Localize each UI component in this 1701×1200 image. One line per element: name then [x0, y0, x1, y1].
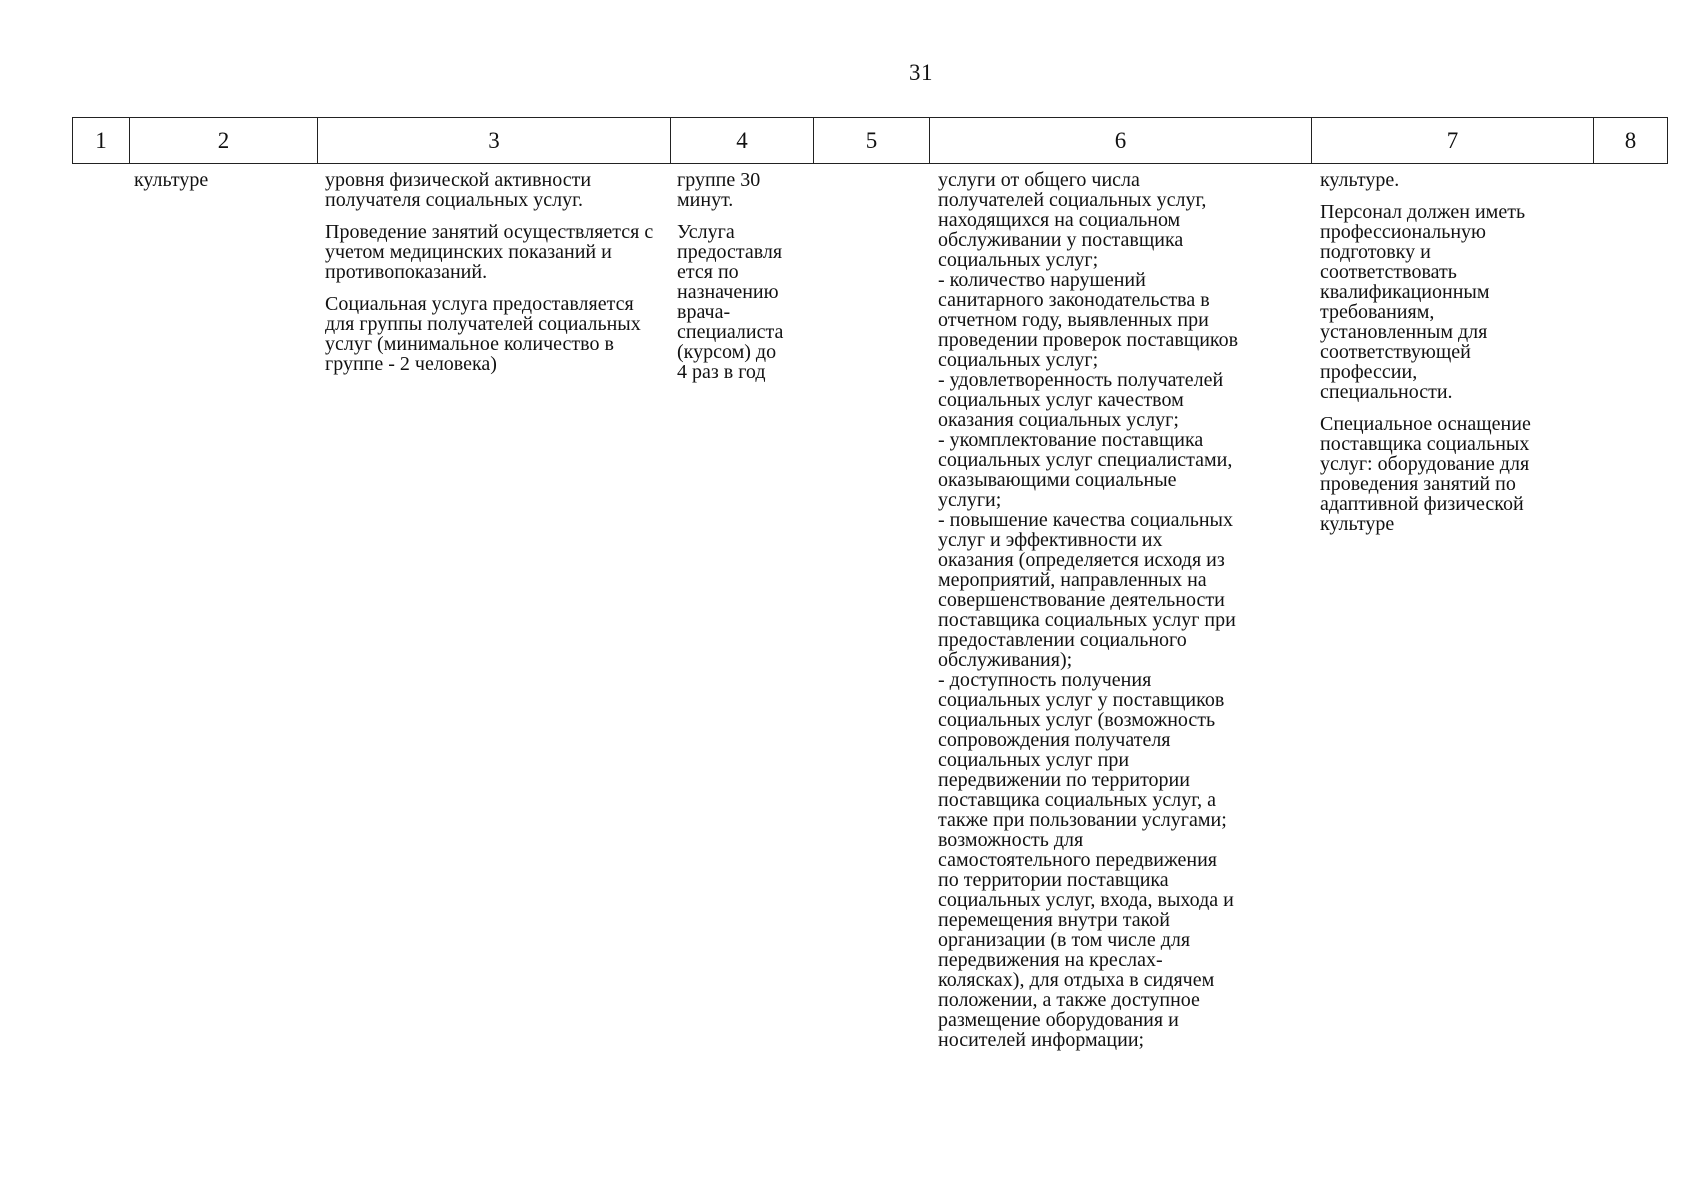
header-cell-2: 2 [130, 118, 318, 164]
page-number: 31 [909, 60, 933, 85]
header-cell-5: 5 [814, 118, 930, 164]
column-3-content [325, 170, 665, 386]
col4-paragraph: Услуга предоставля ется по назначению врача- специалиста (курсом) до 4 раз в год [677, 221, 784, 383]
col6-criteria-list: услуги от общего числа получателей социальных услуг, находящихся на социальном обслуживании у поставщика социальных услуг; - количество нарушений санитарного законодательства в отчетном году, выявленных при проведении проверок поставщиков социальных услуг; - удовлетворенность получателей социальных услуг качеством оказания социальных услуг; - укомплектование поставщика социальных услуг специалистами, оказывающими социальные услуги; - повышение качества социальных услуг и эффективности их оказания (определяется исходя из мероприятий, направленных на совершенствование деятельности поставщика социальных услуг при предоставлении социального обслуживания); - доступность получения социальных услуг у поставщиков социальных услуг (возможность сопровождения получателя социальных услуг при передвижении по территории поставщика социальных услуг, а также при пользовании услугами; возможность для самостоятельного передвижения по территории поставщика социальных услуг, входа, выхода и перемещения внутри такой организации (в том числе для передвижения на креслах- колясках), для отдыха в сидячем положении, а также доступное размещение оборудования и носителей информации; [938, 169, 1239, 1051]
column-4-content [677, 170, 817, 394]
header-cell-7: 7 [1312, 118, 1594, 164]
column-header-table [72, 117, 1668, 164]
col2-text: культуре [134, 169, 209, 191]
col3-paragraph: Социальная услуга предоставляется для группы получателей социальных услуг (минимальное количество в группе - 2 человека) [325, 293, 641, 375]
col3-paragraph: уровня физической активности получателя социальных услуг. [325, 169, 592, 211]
col7-paragraph: Персонал должен иметь профессиональную подготовку и соответствовать квалификационным требованиям, установленным для соответствующей профессии, специальности. [1320, 201, 1526, 403]
header-row [73, 118, 1668, 164]
header-cell-3: 3 [318, 118, 671, 164]
header-cell-1: 1 [73, 118, 130, 164]
header-cell-4: 4 [671, 118, 814, 164]
col3-paragraph: Проведение занятий осуществляется с учетом медицинских показаний и противопоказаний. [325, 221, 654, 283]
column-2-content [134, 170, 304, 202]
column-6-content [938, 170, 1308, 1062]
col4-paragraph: группе 30 минут. [677, 169, 761, 211]
header-cell-8: 8 [1594, 118, 1668, 164]
header-cell-6: 6 [930, 118, 1312, 164]
col7-paragraph: культуре. [1320, 169, 1400, 191]
col7-paragraph: Специальное оснащение поставщика социальных услуг: оборудование для проведения занятий по адаптивной физической культуре [1320, 413, 1531, 535]
column-7-content [1320, 170, 1590, 546]
